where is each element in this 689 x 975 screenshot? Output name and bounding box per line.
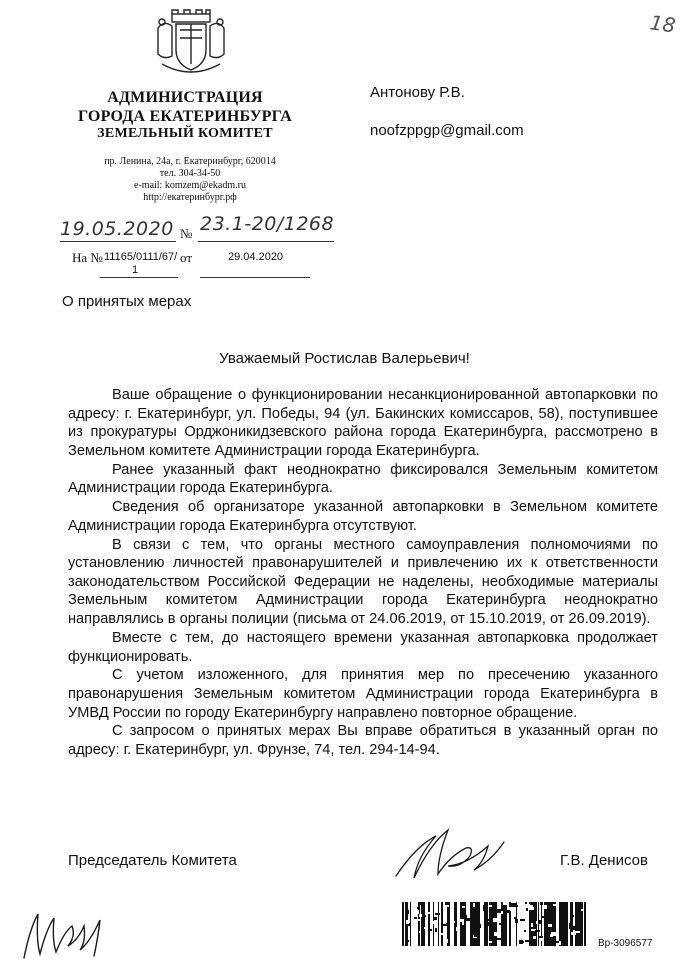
letter-subject: О принятых мерах — [62, 293, 192, 310]
incoming-ref-label: На № — [72, 250, 103, 265]
handwritten-initials — [20, 900, 110, 970]
org-address: пр. Ленина, 24а, г. Екатеринбург, 620014 — [104, 156, 276, 167]
registration-date-underline — [60, 241, 176, 242]
body-paragraph: Ваше обращение о функционировании несанкционированной автопарковки по адресу: г. Екатеринбург, ул. Победы, 94 (ул. Бакинских комиссаров, 58), поступившее из прокуратуры Орджоникидзевского района города Екатеринбурга, рассмотрено в Земельном комитете Администрации города Екатеринбурга. — [68, 387, 658, 459]
registration-date: 19.05.2020 — [60, 218, 174, 240]
letter-body — [68, 386, 658, 760]
barcode-icon — [402, 902, 590, 946]
registration-number-label: № — [180, 226, 193, 241]
salutation: Уважаемый Ростислав Валерьевич! — [219, 350, 470, 367]
body-paragraph: Ранее указанный факт неоднократно фиксировался Земельным комитетом Администрации города Екатеринбурга. — [68, 461, 658, 497]
handwritten-signature — [390, 820, 530, 890]
org-name — [50, 88, 320, 126]
incoming-ref-number-cont: 1 — [132, 264, 139, 276]
recipient-email: noofzppgp@gmail.com — [370, 122, 524, 139]
body-paragraph: С запросом о принятых мерах Вы вправе обратиться в указанный орган по адресу: г. Екатеринбург, ул. Фрунзе, 74, тел. 294-14-94. — [68, 723, 658, 759]
incoming-ref-date-underline — [200, 277, 310, 278]
document-code: Вр-3096577 — [598, 938, 653, 949]
body-paragraph: Вместе с тем, до настоящего времени указанная автопарковка продолжает функционировать. — [68, 629, 658, 665]
page-number: 18 — [648, 10, 677, 38]
org-site: http://екатеринбург.рф — [143, 192, 237, 203]
registration-number-underline — [198, 241, 334, 242]
signatory-title: Председатель Комитета — [68, 852, 237, 869]
incoming-ref-date: 29.04.2020 — [228, 251, 284, 263]
incoming-ref-underline — [100, 277, 178, 278]
body-paragraph: Сведения об организаторе указанной автопарковки в Земельном комитете Администрации города Екатеринбурга отсутствуют. — [68, 499, 658, 534]
committee-name: ЗЕМЕЛЬНЫЙ КОМИТЕТ — [97, 126, 273, 141]
org-phone: тел. 304-34-50 — [159, 168, 221, 179]
signatory-name: Г.В. Денисов — [560, 852, 648, 869]
org-contacts — [90, 156, 290, 204]
org-email: e-mail: komzem@ekadm.ru — [134, 180, 246, 191]
coat-of-arms-icon — [150, 8, 232, 82]
recipient-name: Антонову Р.В. — [370, 84, 465, 101]
registration-number: 23.1-20/1268 — [200, 213, 335, 235]
org-name-line1: АДМИНИСТРАЦИЯ — [107, 89, 263, 106]
org-name-line2: ГОРОДА ЕКАТЕРИНБУРГА — [77, 108, 293, 125]
body-paragraph: В связи с тем, что органы местного самоуправления полномочиями по установлению личностей правонарушителей и привлечению их к ответственности законодательством Российской Федерации не наделены, необходимые материалы Земельным комитетом Администрации города Екатеринбурга неоднократно направлялись в органы полиции (письма от 24.06.2019, от 15.10.2019, от 26.09.2019). — [68, 536, 658, 628]
body-paragraph: С учетом изложенного, для принятия мер по пресечению указанного правонарушения Земельным комитетом Администрации города Екатеринбурга в УМВД России по городу Екатеринбургу направлено повторное обращение. — [68, 667, 658, 721]
incoming-ref-from-label: от — [180, 250, 193, 265]
incoming-ref-number: 11165/0111/67/ — [104, 251, 178, 263]
